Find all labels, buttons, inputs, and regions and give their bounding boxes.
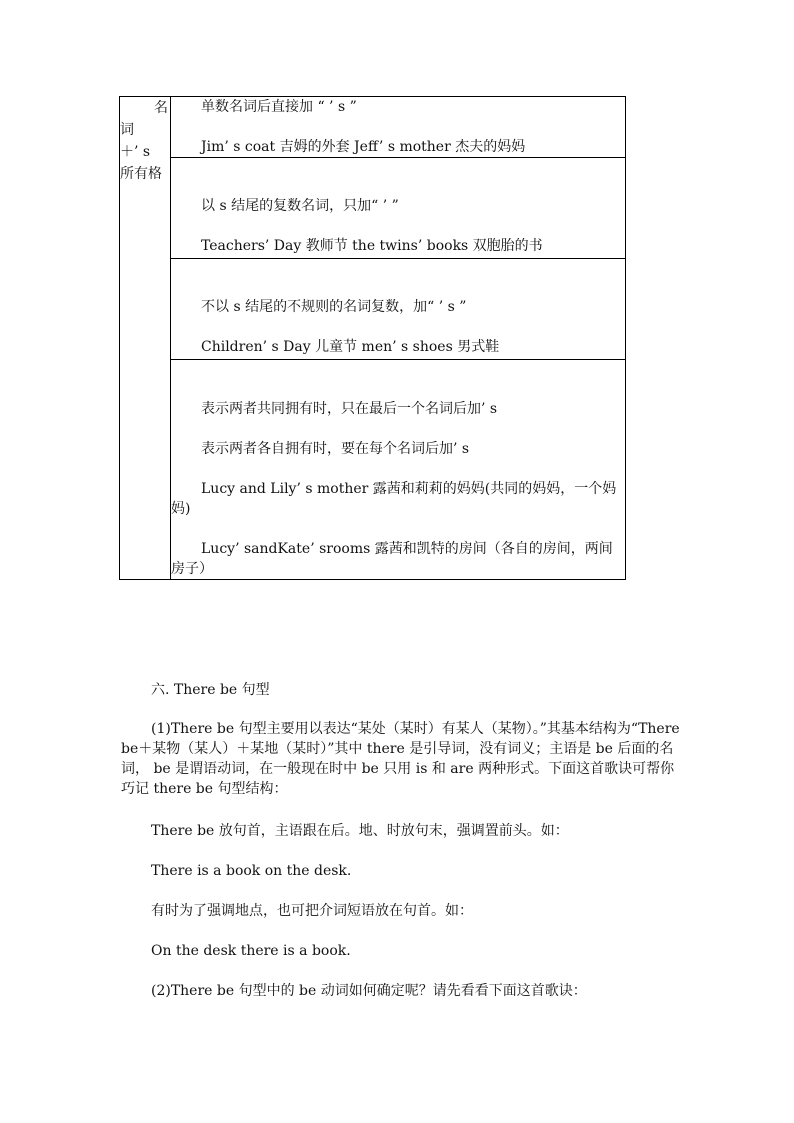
paragraph: There be 放句首，主语跟在后。地、时放句末，强调置前头。如： [151,823,569,839]
example-1-block [121,861,681,881]
rule-cell-plural-s [171,158,626,259]
category-label-cell [120,97,171,580]
example-sentence: There is a book on the desk. [151,863,352,879]
category-label-line: 所有格 [120,166,162,182]
rule-example: Teachers’ Day 教师节 the twins’ books 双胞胎的书 [201,238,543,254]
rule-example: Lucy’ sandKate’ srooms 露茜和凯特的房间（各自的房间，两间房子） [171,541,613,577]
paragraph-4-block [121,981,681,1001]
category-label-line: 名 [154,100,168,116]
rule-text: 表示两者共同拥有时，只在最后一个名词后加’ s [201,401,498,417]
section-heading: 六. There be 句型 [151,682,270,698]
rule-example: Lucy and Lily’ s mother 露茜和莉莉的妈妈(共同的妈妈，一个妈妈) [171,481,617,517]
paragraph: 有时为了强调地点，也可把介词短语放在句首。如： [151,903,473,919]
rule-text: 表示两者各自拥有时，要在每个名词后加’ s [201,441,470,457]
category-label-line: ＋’ s [120,144,151,160]
section-heading-block [121,680,681,700]
rule-example: Children’ s Day 儿童节 men’ s shoes 男式鞋 [201,339,500,355]
paragraph: (2)There be 句型中的 be 动词如何确定呢？请先看看下面这首歌诀： [151,983,587,999]
paragraph-2-block [121,821,681,841]
rule-text: 单数名词后直接加 “ ’ s ” [201,99,357,115]
rule-cell-joint-ownership [171,360,626,580]
possessive-table [119,96,626,580]
paragraph-3-block [121,901,681,921]
rule-text: 以 s 结尾的复数名词，只加“ ’ ” [201,198,399,214]
paragraph-1-block [121,719,681,799]
rule-example: Jim’ s coat 吉姆的外套 Jeff’ s mother 杰夫的妈妈 [201,139,526,155]
table-row [120,158,626,259]
paragraph: (1)There be 句型主要用以表达“某处（某时）有某人（某物）。”其基本结构为“There be＋某物（某人）＋某地（某时）”其中 there 是引导词，没有词义；主语是 be 后面的名词， be 是谓语动词，在一般现在时中 be 只用 is 和 are 两种形式。下面这首歌诀可帮你巧记 there be 句型结构： [121,721,680,797]
rule-text: 不以 s 结尾的不规则的名词复数，加“ ’ s ” [201,299,467,315]
table-row [120,259,626,360]
table-row [120,97,626,158]
rule-cell-singular [171,97,626,158]
rule-cell-irregular-plural [171,259,626,360]
example-sentence: On the desk there is a book. [151,943,351,959]
example-2-block [121,941,681,961]
table-row [120,360,626,580]
category-label-line: 词 [120,122,134,138]
